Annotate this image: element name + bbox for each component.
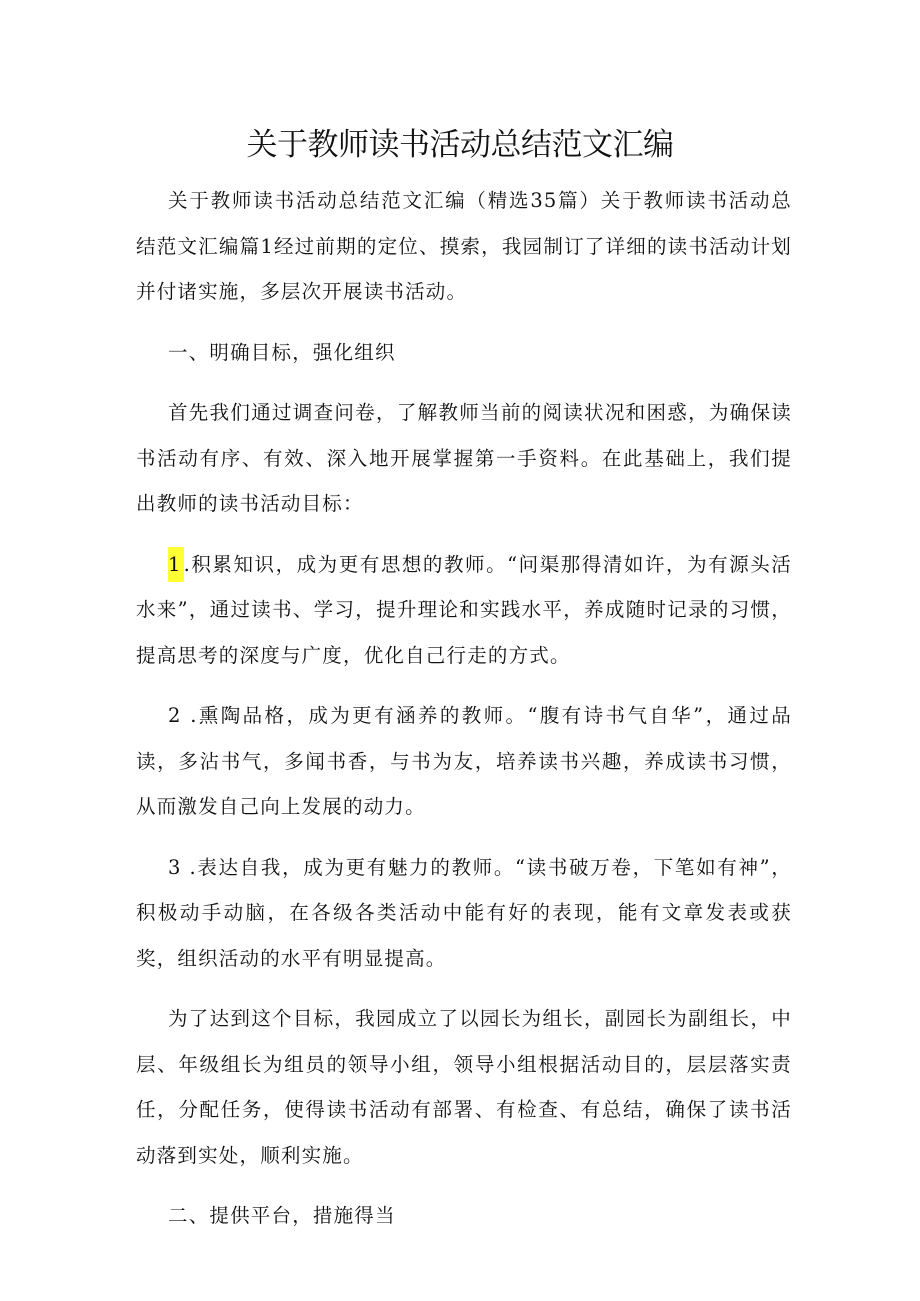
paragraph-goal-1 <box>136 542 792 679</box>
goal-1-text: .积累知识，成为更有思想的教师。“问渠那得清如许，为有源头活水来”，通过读书、学习，提升理论和实践水平，养成随时记录的习惯，提高思考的深度与广度，优化自己行走的方式。 <box>136 552 792 667</box>
paragraph-goal-3: 3 .表达自我，成为更有魅力的教师。“读书破万卷，下笔如有神”，积极动手动脑，在各级各类活动中能有好的表现，能有文章发表或获奖，组织活动的水平有明显提高。 <box>136 855 792 970</box>
highlighted-number: 1 <box>168 547 184 582</box>
paragraph-goal-2: 2 .熏陶品格，成为更有涵养的教师。“腹有诗书气自华”，通过品读，多沾书气，多闻书香，与书为友，培养读书兴趣，养成读书习惯，从而激发自己向上发展的动力。 <box>136 704 792 818</box>
section-heading-1: 一、明确目标，强化组织 <box>168 340 396 364</box>
document-body <box>136 178 792 1254</box>
paragraph-organization: 为了达到这个目标，我园成立了以园长为组长，副园长为副组长，中层、年级组长为组员的领导小组，领导小组根据活动目的，层层落实责任，分配任务，使得读书活动有部署、有检查、有总结，确保了读书活动落到实处，顺利实施。 <box>136 1007 792 1167</box>
document-title: 关于教师读书活动总结范文汇编 <box>246 127 674 163</box>
paragraph-survey: 首先我们通过调查问卷，了解教师当前的阅读状况和困惑，为确保读书活动有序、有效、深入地开展掌握第一手资料。在此基础上，我们提出教师的读书活动目标： <box>136 401 792 515</box>
section-heading-2: 二、提供平台，措施得当 <box>168 1204 396 1227</box>
paragraph-intro: 关于教师读书活动总结范文汇编（精选35篇）关于教师读书活动总结范文汇编篇1经过前期的定位、摸索，我园制订了详细的读书活动计划并付诸实施，多层次开展读书活动。 <box>136 189 792 303</box>
